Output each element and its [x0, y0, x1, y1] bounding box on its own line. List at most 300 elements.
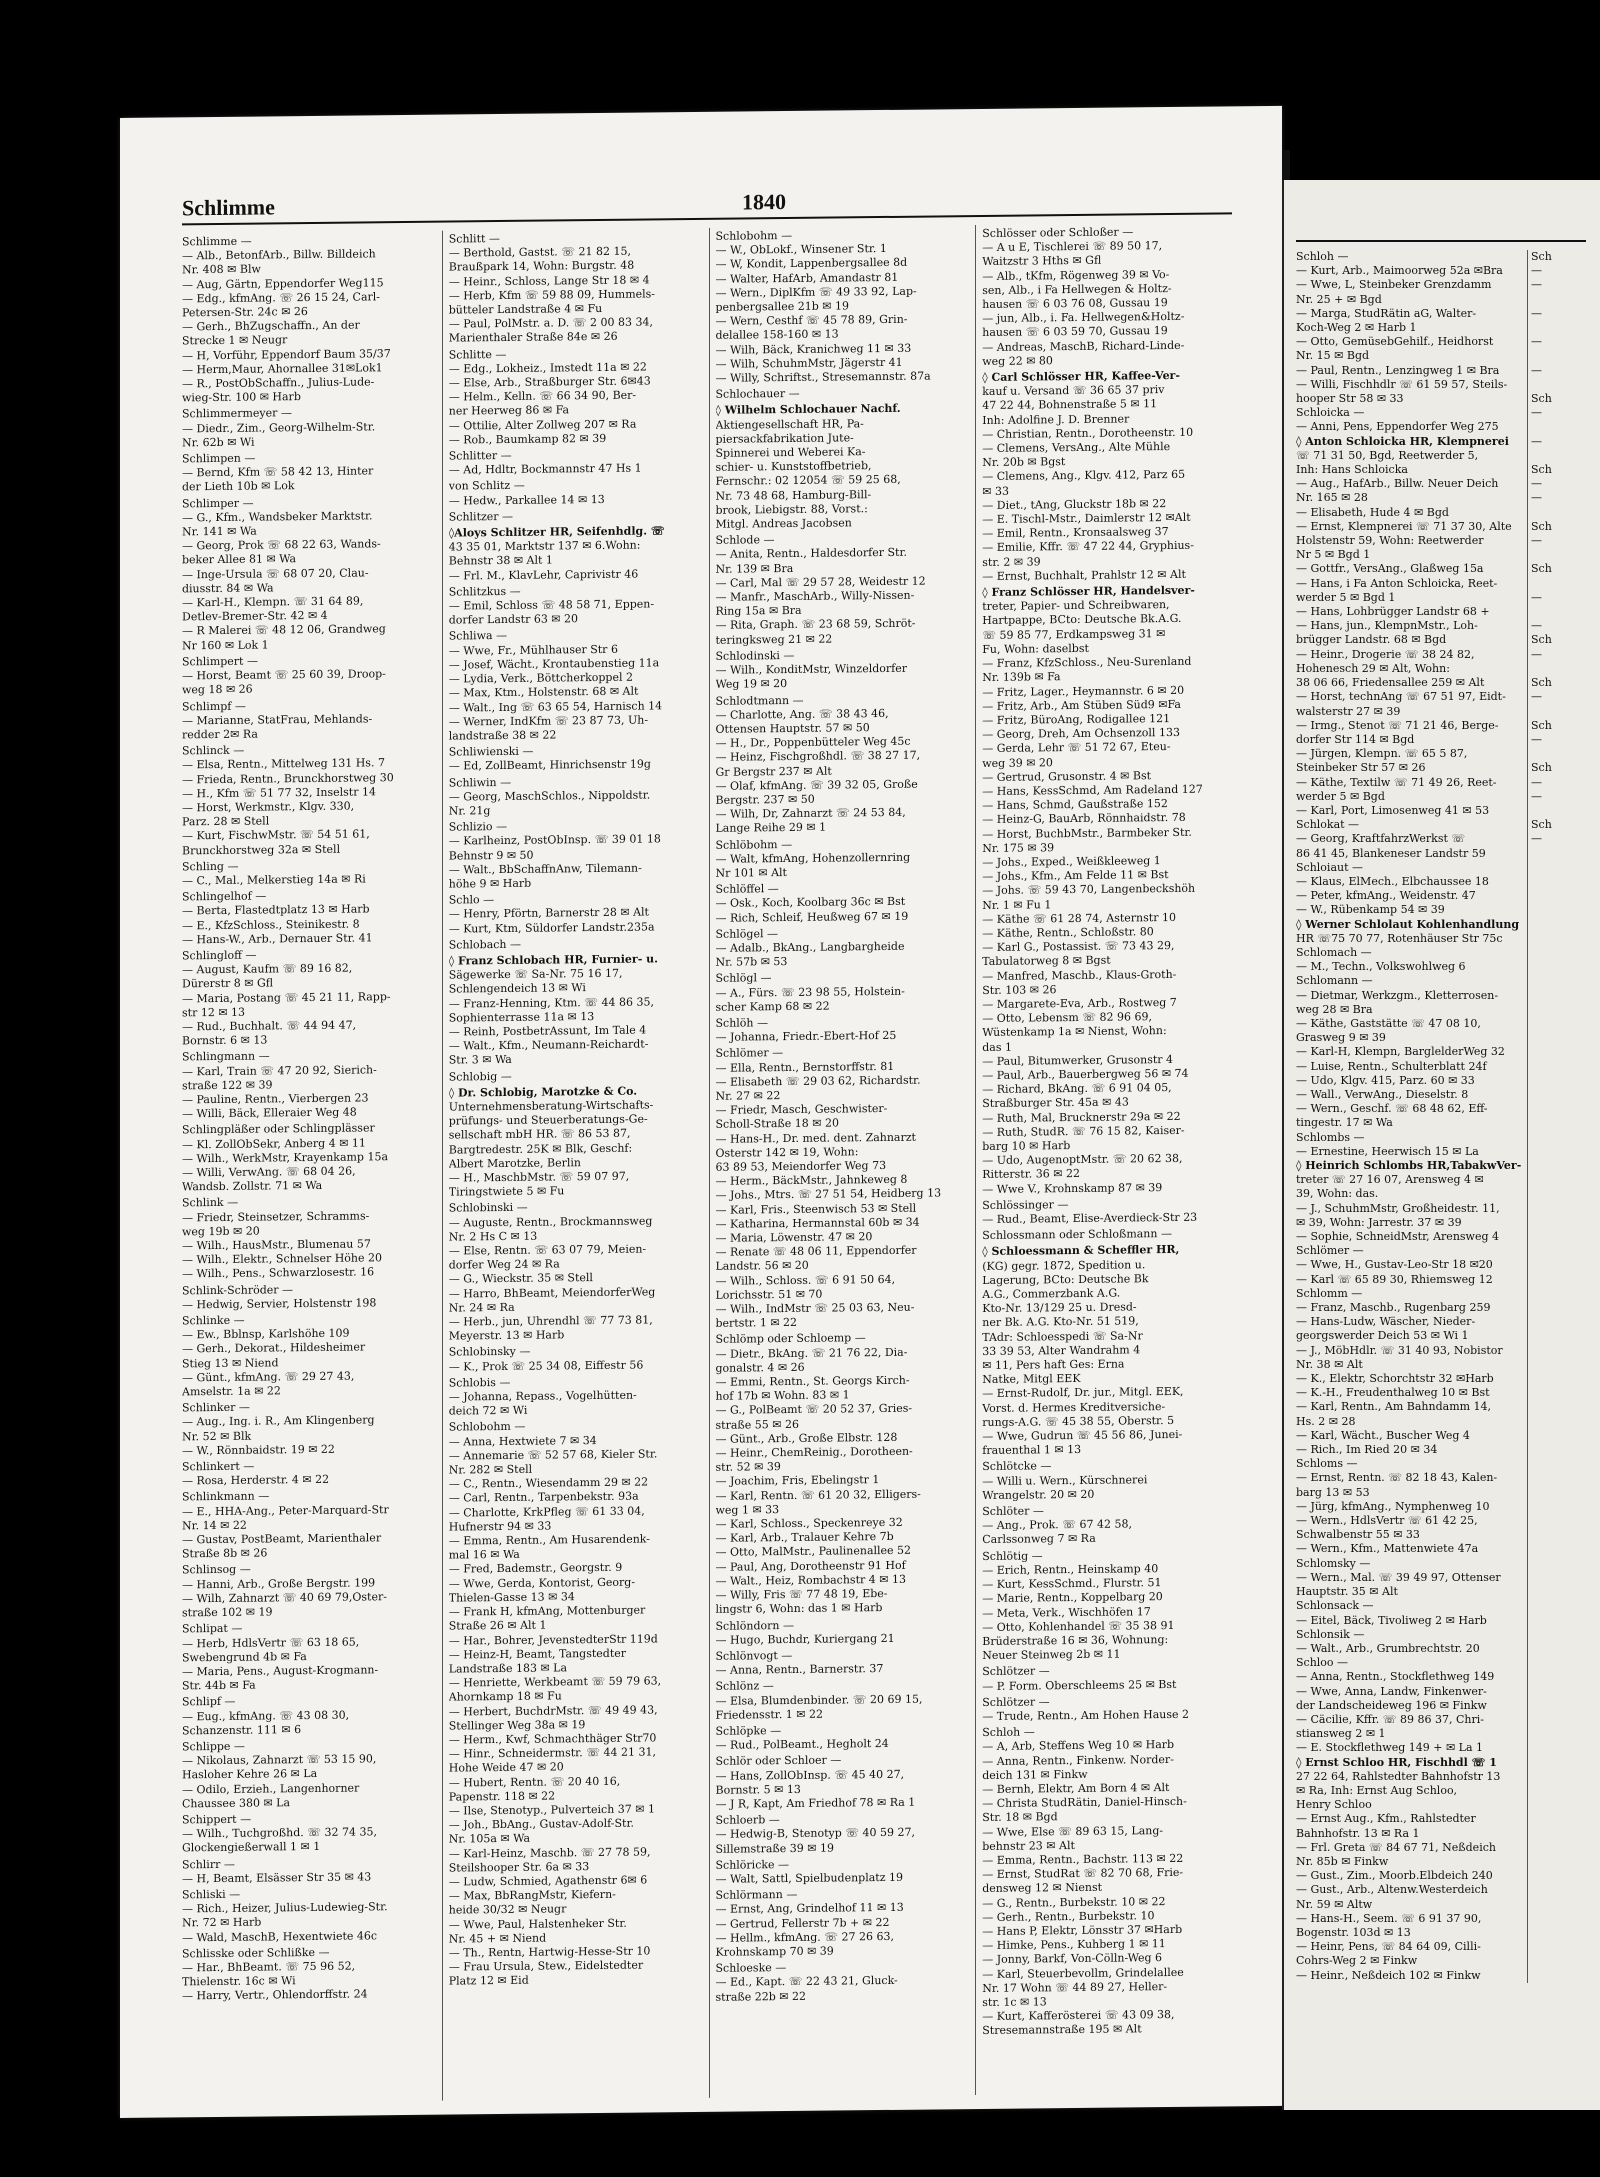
directory-entry: deich 131 ✉ Finkw — [982, 1767, 1088, 1782]
facing-page-entry: ◊ Werner Schlolaut Kohlenhandlung — [1296, 917, 1520, 931]
directory-entry: 43 35 01, Marktstr 137 ✉ 6.Wohn: — [448, 538, 641, 554]
directory-entry: Landstr. 56 ✉ 20 — [715, 1259, 809, 1274]
directory-entry: Schlippe — — [182, 1739, 245, 1754]
facing-page-entry: — — [1531, 619, 1542, 633]
directory-entry: höhe 9 ✉ Harb — [448, 876, 532, 891]
directory-entry: — C., Rentn., Wiesendamm 29 ✉ 22 — [448, 1475, 649, 1491]
directory-entry: — E. Tischl-Mstr., Daimlerstr 12 ✉Alt — [982, 510, 1191, 527]
directory-entry: das 1 — [982, 1040, 1012, 1054]
directory-entry: — Andreas, MaschB, Richard-Linde- — [982, 338, 1185, 354]
directory-entry: — Ella, Rentn., Bernstorffstr. 81 — [715, 1059, 895, 1075]
directory-entry: Glockengießerwall 1 ✉ 1 — [182, 1840, 321, 1855]
directory-entry: Nr. 17 Wohn ☏ 44 89 27, Heller- — [982, 1979, 1168, 1995]
directory-entry: — Horst, Werkmstr., Klgv. 330, — [182, 799, 355, 815]
directory-entry: — Karl-Heinz, Maschb. ☏ 27 78 59, — [448, 1844, 651, 1861]
facing-page-entry: — — [1531, 278, 1542, 292]
facing-page-entry: stiansweg 2 ✉ 1 — [1296, 1727, 1386, 1741]
directory-entry: Schlingmann — — [182, 1049, 270, 1064]
directory-entry: heide 30/32 ✉ Neugr — [448, 1902, 567, 1917]
facing-page-entry: — Marga, StudRätin aG, Walter- — [1296, 306, 1477, 320]
facing-page-entry: Schlomann — — [1296, 974, 1373, 988]
directory-entry: — R., PostObSchaffn., Julius-Lude- — [182, 375, 375, 391]
facing-page-entry: HR ☏75 70 77, Rotenhäuser Str 75c — [1296, 931, 1503, 945]
directory-entry: — Willi u. Wern., Kürschnerei — [982, 1472, 1148, 1488]
directory-entry: — Fritz, Arb., Am Stüben Süd9 ✉Fa — [982, 697, 1181, 713]
directory-entry: — H., Kfm ☏ 51 77 32, Inselstr 14 — [182, 785, 376, 801]
facing-page-entry: ◊ Ernst Schloo HR, Fischhdl ☏ 1 — [1296, 1755, 1497, 1769]
directory-entry: Schloeske — — [715, 1961, 787, 1975]
directory-entry: Schliwienski — — [448, 744, 534, 759]
directory-entry: ◊Aloys Schlitzer HR, Seifenhdlg. ☏ — [448, 524, 665, 540]
facing-page-entry: — Kurt, Arb., Maimoorweg 52a ✉Bra — [1296, 264, 1503, 278]
directory-entry: — Max, Ktm., Holstenstr. 68 ✉ Alt — [448, 684, 639, 700]
directory-entry: — Hans P, Elektr, Lönsstr 37 ✉Harb — [982, 1922, 1183, 1938]
facing-page-entry: — Horst, technAng ☏ 67 51 97, Eidt- — [1296, 690, 1506, 704]
directory-entry: gonalstr. 4 ✉ 26 — [715, 1360, 805, 1375]
directory-entry: Schippert — — [182, 1812, 252, 1827]
directory-entry: — Lydia, Verk., Böttcherkoppel 2 — [448, 670, 633, 686]
column-2 — [449, 228, 710, 2101]
directory-entry: — Gerh., Rentn., Burbekstr. 10 — [982, 1908, 1155, 1924]
directory-entry: — Alb., BetonfArb., Billw. Billdeich — [182, 247, 376, 263]
facing-page-entry: — — [1531, 647, 1542, 661]
directory-entry: weg 1 ✉ 33 — [715, 1502, 780, 1517]
directory-entry: — Elsa, Rentn., Mittelweg 131 Hs. 7 — [182, 756, 385, 772]
directory-entry: 33 39 53, Alter Wandrahm 4 — [982, 1343, 1141, 1358]
facing-page-entry: Sch — [1531, 463, 1552, 477]
directory-entry: Str. 44b ✉ Fa — [182, 1678, 256, 1693]
directory-entry: ◊ Wilhelm Schlochauer Nachf. — [715, 402, 901, 418]
directory-entry: — Johs., Kfm., Am Felde 11 ✉ Bst — [982, 868, 1169, 884]
directory-entry: der Lieth 10b ✉ Lok — [182, 479, 295, 494]
directory-entry: Schlöffel — — [715, 882, 779, 896]
directory-entry: — Kurt, Kafferösterei ☏ 43 09 38, — [982, 2008, 1175, 2024]
facing-page-entry: Sch — [1531, 519, 1552, 533]
directory-entry: — Hans, ZollObInsp. ☏ 45 40 27, — [715, 1767, 905, 1783]
directory-entry: — Rud., Buchhalt. ☏ 44 94 47, — [182, 1018, 357, 1034]
directory-entry: — Otto, MalMstr., Paulinenallee 52 — [715, 1544, 912, 1560]
facing-page-entry: ◊ Heinrich Schlombs HR,TabakwVer- — [1296, 1159, 1521, 1172]
directory-entry: Nr. 141 ✉ Wa — [182, 524, 257, 539]
facing-page-entry: — Eitel, Bäck, Tivoliweg 2 ✉ Harb — [1296, 1613, 1487, 1627]
facing-page-entry: Schlonsack — — [1296, 1599, 1374, 1613]
facing-page-entry: Nr. 15 ✉ Bgd — [1296, 349, 1370, 363]
directory-entry: ✉ 33 — [982, 484, 1009, 498]
directory-entry: Tiringstwiete 5 ✉ Fu — [448, 1184, 565, 1199]
directory-entry: Straße 8b ✉ 26 — [182, 1546, 268, 1561]
facing-page-entry: 39, Wohn: das. — [1296, 1187, 1379, 1201]
directory-entry: straße 22b ✉ 22 — [715, 1989, 806, 2004]
directory-entry: Schliski — — [182, 1887, 241, 1902]
directory-entry: — Willy, Fris ☏ 77 48 19, Ebe- — [715, 1587, 888, 1602]
directory-entry: Schlinkert — — [182, 1459, 255, 1474]
directory-entry: Schlörmann — — [715, 1888, 798, 1902]
directory-entry: Thielen-Gasse 13 ✉ 34 — [448, 1590, 575, 1605]
facing-page-entry — [1531, 506, 1591, 520]
facing-page-entry: — — [1531, 363, 1542, 377]
facing-page-entry: ✉ Ra, Inh: Ernst Aug Schloo, — [1296, 1783, 1458, 1797]
facing-page-entry — [1531, 605, 1591, 619]
facing-page-entry: — Udo, Klgv. 415, Parz. 60 ✉ 33 — [1296, 1073, 1475, 1087]
directory-entry: — Karl, Fris., Steenwisch 53 ✉ Stell — [715, 1201, 917, 1217]
directory-entry: Schlitzer — — [448, 509, 514, 524]
directory-entry: Nr. 57b ✉ 53 — [715, 955, 788, 969]
facing-page-entry: — — [1531, 590, 1542, 604]
directory-entry: — Walt., Heiz, Rombachstr 4 ✉ 13 — [715, 1572, 906, 1588]
directory-entry: — Emilie, Kffr. ☏ 47 22 44, Gryphius- — [982, 539, 1194, 555]
directory-entry: — Johanna, Repass., Vogelhütten- — [448, 1388, 637, 1404]
directory-entry: — Joachim, Fris, Ebelingstr 1 — [715, 1473, 880, 1489]
directory-entry: — Franz-Henning, Ktm. ☏ 44 86 35, — [448, 994, 654, 1011]
directory-columns — [182, 222, 1242, 2103]
directory-entry: — Aug., Ing. i. R., Am Klingenberg — [182, 1413, 375, 1429]
directory-entry: — Ernst, Buchhalt, Prahlstr 12 ✉ Alt — [982, 567, 1186, 583]
directory-entry: ◊ Franz Schlösser HR, Handelsver- — [982, 583, 1195, 600]
facing-page-entry: Schlombs — — [1296, 1130, 1365, 1144]
directory-entry: — Diedr., Zim., Georg-Wilhelm-Str. — [182, 419, 376, 435]
facing-page-entry: — Dietmar, Werkzgm., Kletterrosen- — [1296, 988, 1499, 1002]
directory-entry: Schlömer — — [715, 1046, 784, 1061]
directory-entry: — Marie, Rentn., Koppelbarg 20 — [982, 1590, 1163, 1606]
directory-entry: Wüstenkamp 1a ✉ Nienst, Wohn: — [982, 1024, 1167, 1040]
directory-entry: — Wilh., IndMstr ☏ 25 03 63, Neu- — [715, 1300, 915, 1316]
directory-entry: Strecke 1 ✉ Neugr — [182, 333, 288, 348]
directory-entry: — Wilh., Elektr., Schnelser Höhe 20 — [182, 1251, 383, 1267]
facing-page-entry: — Peter, kfmAng., Weidenstr. 47 — [1296, 889, 1476, 903]
directory-entry: Sägewerke ☏ Sa-Nr. 75 16 17, — [448, 966, 623, 982]
directory-entry: — Johanna, Friedr.-Ebert-Hof 25 — [715, 1029, 897, 1044]
directory-entry: — Willi, VerwAng. ☏ 68 04 26, — [182, 1164, 356, 1180]
directory-entry: — Elsa, Blumdenbinder. ☏ 20 69 15, — [715, 1692, 923, 1708]
directory-entry: Sillemstraße 39 ✉ 19 — [715, 1841, 834, 1856]
facing-page-entry: Cohrs-Weg 2 ✉ Finkw — [1296, 1954, 1418, 1968]
facing-page-entry: Sch — [1531, 676, 1552, 690]
directory-entry: — Maria, Postang ☏ 45 21 11, Rapp- — [182, 989, 391, 1005]
directory-entry: — Wald, MaschB, Hexentwiete 46c — [182, 1928, 378, 1944]
facing-page-entry: — Anna, Rentn., Stockflethweg 149 — [1296, 1670, 1495, 1684]
directory-entry: — Hellm., kfmAng. ☏ 27 26 63, — [715, 1929, 895, 1945]
directory-entry: — Reinh, PostbetrAssunt, Im Tale 4 — [448, 1023, 647, 1039]
directory-entry: Lagerung, BCto: Deutsche Bk — [982, 1272, 1149, 1287]
facing-page-entry: — — [1531, 306, 1542, 320]
directory-entry: Bornstr. 5 ✉ 13 — [715, 1782, 801, 1797]
facing-page-entry: Schlonsik — — [1296, 1627, 1365, 1641]
directory-entry: Bergstr. 237 ✉ 50 — [715, 792, 815, 807]
directory-entry: — H., MaschbMstr. ☏ 59 07 97, — [448, 1169, 630, 1185]
directory-entry: — Clemens, Ang., Klgv. 412, Parz 65 — [982, 468, 1186, 484]
directory-entry: — Paul, Bitumwerker, Grusonstr 4 — [982, 1052, 1174, 1068]
directory-entry: — Gerda, Lehr ☏ 51 72 67, Eteu- — [982, 740, 1171, 756]
directory-entry: — Fritz, Lager., Heymannstr. 6 ✉ 20 — [982, 683, 1185, 699]
directory-entry: Carlssonweg 7 ✉ Ra — [982, 1532, 1096, 1547]
facing-page-entry: — Jürgen, Klempn. ☏ 65 5 87, — [1296, 747, 1468, 761]
facing-page-entry: Koch-Weg 2 ✉ Harb 1 — [1296, 321, 1417, 335]
directory-entry: — Walt, Sattl, Spielbudenplatz 19 — [715, 1870, 903, 1886]
directory-entry: Swebengrund 4b ✉ Fa — [182, 1649, 307, 1665]
directory-entry: ner Bk. A.G. Kto-Nr. 51 519, — [982, 1314, 1139, 1330]
directory-entry: — Anna, Rentn., Finkenw. Norder- — [982, 1752, 1174, 1768]
directory-entry: — Hanni, Arb., Große Bergstr. 199 — [182, 1576, 376, 1592]
directory-entry: Schlimme — — [182, 234, 252, 249]
directory-entry: weg 18 ✉ 26 — [182, 682, 253, 697]
facing-page-entry: ✉ 39, Wohn: Jarrestr. 37 ✉ 39 — [1296, 1215, 1462, 1229]
directory-entry: Schlinkmann — — [182, 1489, 270, 1504]
facing-page-entry: walsterstr 27 ✉ 39 — [1296, 704, 1401, 718]
directory-entry: Behnstr 9 ✉ 50 — [448, 848, 534, 863]
directory-entry: schier- u. Kunststoffbetrieb, — [715, 459, 872, 475]
facing-page-entry: — — [1531, 477, 1542, 491]
directory-entry: Schlötzer — — [982, 1694, 1050, 1709]
directory-entry: — A u E, Tischlerei ☏ 89 50 17, — [982, 239, 1163, 255]
directory-entry: Schlötig — — [982, 1549, 1043, 1563]
directory-entry: — Carl, Mal ☏ 29 57 28, Weidestr 12 — [715, 574, 926, 590]
facing-page-entry: werder 5 ✉ Bgd 1 — [1296, 590, 1396, 604]
directory-entry: — Har., BhBeamt. ☏ 75 96 52, — [182, 1959, 356, 1975]
directory-entry: ✉ 11, Pers haft Ges: Erna — [982, 1357, 1125, 1373]
directory-entry: Schlobinsky — — [448, 1345, 531, 1359]
directory-entry: Schlinke — — [182, 1313, 245, 1328]
directory-entry: Schling — — [182, 859, 239, 874]
directory-entry: — Else, Rentn. ☏ 63 07 79, Meien- — [448, 1242, 647, 1258]
directory-entry: treter, Papier- und Schreibwaren, — [982, 598, 1170, 614]
directory-entry: — Johs. ☏ 59 43 70, Langenbeckshöh — [982, 882, 1196, 898]
directory-entry: — Wwe, Paul, Halstenheker Str. — [448, 1916, 627, 1932]
facing-page-entry: Sch — [1531, 562, 1552, 576]
directory-entry: Schlobinski — — [448, 1201, 528, 1215]
facing-page-entry: — Hans-H., Seem. ☏ 6 91 37 90, — [1296, 1911, 1482, 1925]
facing-page-entry: Hohenesch 29 ✉ Alt, Wohn: — [1296, 661, 1450, 675]
directory-entry: — Max, BbRangMstr, Kiefern- — [448, 1887, 616, 1903]
directory-entry: — Berthold, Gastst. ☏ 21 82 15, — [448, 244, 631, 260]
directory-entry: — Ernst, StudRat ☏ 82 70 68, Frie- — [982, 1866, 1184, 1882]
facing-page-entry: Hauptstr. 35 ✉ Alt — [1296, 1585, 1398, 1599]
directory-entry: — Rich, Schleif, Heußweg 67 ✉ 19 — [715, 909, 909, 925]
directory-entry: Nr. 24 ✉ Ra — [448, 1300, 515, 1315]
directory-entry: Nr. 1 ✉ Fu 1 — [982, 897, 1052, 912]
directory-entry: — Ruth, Mal, Brucknerstr 29a ✉ 22 — [982, 1109, 1181, 1125]
directory-entry: — Anna, Rentn., Barnerstr. 37 — [715, 1662, 884, 1677]
directory-entry: Schlössinger — — [982, 1197, 1069, 1212]
facing-page-entry: — Luise, Rentn., Schulterblatt 24f — [1296, 1059, 1487, 1073]
facing-page-entry: Sch — [1531, 818, 1552, 832]
directory-entry: Marienthaler Straße 84e ✉ 26 — [448, 330, 618, 345]
facing-page-entry: Holstenstr 59, Wohn: Reetwerder — [1296, 534, 1484, 548]
directory-entry: Neuer Steinweg 2b ✉ 11 — [982, 1647, 1121, 1663]
facing-page-entry: Schlokat — — [1296, 818, 1360, 832]
directory-entry: — H, Vorführ, Eppendorf Baum 35/37 — [182, 346, 391, 362]
directory-entry: — A, Arb, Steffens Weg 10 ✉ Harb — [982, 1738, 1175, 1754]
directory-entry: Schlömp oder Schloemp — — [715, 1331, 866, 1347]
directory-entry: — Heinr., Schloss, Lange Str 18 ✉ 4 — [448, 273, 650, 289]
directory-entry: str 12 ✉ 13 — [182, 1005, 246, 1020]
directory-entry: — Gertrud, Grusonstr. 4 ✉ Bst — [982, 768, 1152, 784]
directory-entry: — Otto, Lebensm ☏ 82 96 69, — [982, 1010, 1152, 1026]
directory-entry: Schlöricke — — [715, 1857, 790, 1872]
facing-page-entry: — Ernst Aug., Kfm., Rahlstedter — [1296, 1812, 1476, 1826]
directory-entry: mal 16 ✉ Wa — [448, 1548, 520, 1562]
facing-page-entry: Schwalbenstr 55 ✉ 33 — [1296, 1528, 1420, 1542]
directory-entry: Stellinger Weg 38a ✉ 19 — [448, 1717, 586, 1733]
facing-page-entry: Bogenstr. 103d ✉ 13 — [1296, 1925, 1411, 1939]
directory-entry: landstraße 38 ✉ 22 — [448, 728, 557, 743]
directory-entry: Schlönz — — [715, 1679, 774, 1694]
directory-entry: — Frau Ursula, Stew., Eidelstedter — [448, 1958, 644, 1974]
directory-entry: — August, Kaufm ☏ 89 16 82, — [182, 961, 353, 977]
directory-entry: (KG) gegr. 1872, Spedition u. — [982, 1257, 1146, 1273]
directory-entry: — Herbert, BuchdrMstr. ☏ 49 49 43, — [448, 1702, 658, 1719]
facing-page-entry: Schlömer — — [1296, 1244, 1364, 1258]
directory-entry: Bornstr. 6 ✉ 13 — [182, 1033, 268, 1048]
directory-entry: — Wilh., KonditMstr, Winzeldorfer — [715, 661, 908, 677]
facing-page-entry: 86 41 45, Blankeneser Landstr 59 — [1296, 846, 1486, 860]
facing-page-header — [1296, 220, 1586, 242]
facing-page-entry: Steinbeker Str 57 ✉ 26 — [1296, 761, 1426, 775]
directory-entry: — Wilh., Tuchgroßhd. ☏ 32 74 35, — [182, 1825, 378, 1841]
directory-entry: Schlink-Schröder — — [182, 1282, 294, 1297]
directory-entry: — Emmi, Rentn., St. Georgs Kirch- — [715, 1373, 910, 1389]
directory-entry: Nr. 408 ✉ Blw — [182, 262, 261, 277]
facing-page-entry: — Frl. Greta ☏ 84 67 71, Neßdeich — [1296, 1840, 1496, 1854]
directory-entry: Nr. 2 Hs C ✉ 13 — [448, 1229, 538, 1244]
directory-entry: — E., KfzSchloss., Steinikestr. 8 — [182, 917, 360, 932]
facing-page-entry: Nr. 38 ✉ Alt — [1296, 1357, 1363, 1371]
directory-entry: Schlodinski — — [715, 648, 795, 663]
directory-entry: Braußpark 14, Wohn: Burgstr. 48 — [448, 259, 635, 274]
directory-entry: — A., Fürs. ☏ 23 98 55, Holstein- — [715, 984, 905, 1000]
directory-entry: 63 89 53, Meiendorfer Weg 73 — [715, 1158, 887, 1174]
directory-entry: prüfungs- und Steuerberatungs-Ge- — [448, 1112, 648, 1128]
directory-entry: — Wwe V., Krohnskamp 87 ✉ 39 — [982, 1180, 1163, 1196]
directory-entry: — Himke, Pens., Kuhberg 1 ✉ 11 — [982, 1937, 1166, 1953]
directory-entry: Waitzstr 3 Hths ✉ Gfl — [982, 254, 1102, 269]
directory-entry: — Annemarie ☏ 52 57 68, Kieler Str. — [448, 1447, 658, 1463]
directory-entry: Nr. 52 ✉ Blk — [182, 1429, 252, 1444]
directory-entry: Papenstr. 118 ✉ 22 — [448, 1789, 556, 1804]
directory-entry: Parz. 28 ✉ Stell — [182, 814, 270, 829]
directory-entry: — Ernst-Rudolf, Dr. jur., Mitgl. EEK, — [982, 1385, 1184, 1401]
directory-entry: — Käthe ☏ 61 28 74, Asternstr 10 — [982, 910, 1176, 926]
directory-entry: — Rita, Graph. ☏ 23 68 59, Schröt- — [715, 617, 916, 633]
directory-entry: Schlode — — [715, 533, 775, 548]
directory-entry: Nr 160 ✉ Lok 1 — [182, 638, 269, 653]
directory-entry: Platz 12 ✉ Eid — [448, 1974, 529, 1988]
directory-entry: — Manfred, Maschb., Klaus-Groth- — [982, 967, 1177, 983]
facing-page-entry — [1531, 804, 1591, 818]
directory-entry: — Kurt, Ktm, Süldorfer Landstr.235a — [448, 919, 655, 936]
directory-entry: Kto-Nr. 13/129 25 u. Dresd- — [982, 1300, 1137, 1316]
directory-entry: — Herm,Maur, Ahornallee 31✉Lok1 — [182, 361, 383, 377]
directory-entry: — Kl. ZollObSekr, Anberg 4 ✉ 11 — [182, 1136, 366, 1151]
facing-page-entry: — Georg, KraftfahrzWerkst ☏ — [1296, 832, 1466, 846]
directory-entry: Nr. 45 + ✉ Niend — [448, 1931, 547, 1946]
directory-entry: — Inge-Ursula ☏ 68 07 20, Clau- — [182, 566, 369, 582]
facing-page-entry: Schlomm — — [1296, 1286, 1363, 1300]
directory-entry: Krohnskamp 70 ✉ 39 — [715, 1944, 834, 1959]
directory-entry: bütteler Landstraße 4 ✉ Fu — [448, 301, 603, 317]
directory-entry: — Dietr., BkAng. ☏ 21 76 22, Dia- — [715, 1345, 908, 1361]
directory-entry: Nr. 139b ✉ Fa — [982, 670, 1061, 685]
directory-entry: — Johs., Exped., Weißkleeweg 1 — [982, 854, 1161, 869]
directory-entry: Detlev-Bremer-Str. 42 ✉ 4 — [182, 609, 328, 624]
facing-page-entry: — Walt., Arb., Grumbrechtstr. 20 — [1296, 1641, 1480, 1655]
directory-entry: Ahornkamp 18 ✉ Fu — [448, 1689, 562, 1704]
facing-page-entry: Sch — [1531, 761, 1552, 775]
facing-page-entry: — Klaus, ElMech., Elbchaussee 18 — [1296, 874, 1489, 888]
directory-entry: Schlizio — — [448, 820, 507, 834]
directory-entry: — Else, Arb., Straßburger Str. 6✉43 — [448, 374, 651, 390]
directory-entry: Wandsb. Zollstr. 71 ✉ Wa — [182, 1179, 323, 1194]
directory-entry: — W., ObLokf., Winsener Str. 1 — [715, 242, 887, 257]
facing-page-entry: — — [1531, 491, 1542, 505]
directory-entry: Schlobach — — [448, 937, 522, 952]
directory-entry: Ritterstr. 36 ✉ 22 — [982, 1167, 1080, 1182]
directory-entry: Natke, Mitgl EEK — [982, 1372, 1081, 1387]
directory-entry: — Odilo, Erzieh., Langenhorner — [182, 1781, 360, 1796]
directory-entry: — Maria, Löwenstr. 47 ✉ 20 — [715, 1230, 873, 1245]
directory-entry: — Ernst, Ang, Grindelhof 11 ✉ 13 — [715, 1901, 904, 1917]
directory-entry: Stieg 13 ✉ Niend — [182, 1355, 279, 1370]
directory-entry: — Hans-H., Dr. med. dent. Zahnarzt — [715, 1130, 916, 1146]
directory-entry: — Adalb., BkAng., Langbargheide — [715, 939, 905, 955]
directory-entry: Fernschr.: 02 12054 ☏ 59 25 68, — [715, 473, 901, 489]
directory-entry: — Paul, Arb., Bauerbergweg 56 ✉ 74 — [982, 1066, 1189, 1082]
directory-entry: teringksweg 21 ✉ 22 — [715, 632, 833, 647]
facing-page-entry: — Wall., VerwAng., Dieselstr. 8 — [1296, 1087, 1469, 1101]
directory-entry: 47 22 44, Bohnenstraße 5 ✉ 11 — [982, 397, 1158, 413]
directory-entry: TAdr: Schloesspedi ☏ Sa-Nr — [982, 1328, 1143, 1344]
facing-page-entry: Nr. 165 ✉ 28 — [1296, 491, 1368, 505]
directory-entry: Schlöbohm — — [715, 837, 793, 852]
directory-entry: — G., Kfm., Wandsbeker Marktstr. — [182, 509, 373, 525]
directory-entry: Schlipat — — [182, 1622, 243, 1636]
directory-page — [120, 106, 1282, 2118]
facing-page-entry: Schloicka — — [1296, 406, 1365, 420]
directory-entry: — Willy, Schriftst., Stresemannstr. 87a — [715, 369, 931, 385]
facing-page-entry — [1531, 705, 1591, 719]
directory-entry: — Paul, PolMstr. a. D. ☏ 2 00 83 34, — [448, 315, 653, 331]
directory-entry: Sophienterrasse 11a ✉ 13 — [448, 1009, 595, 1025]
directory-entry: — Charlotte, KrkPfleg ☏ 61 33 04, — [448, 1504, 645, 1520]
directory-entry: — Henry, Pförtn, Barnerstr 28 ✉ Alt — [448, 905, 649, 921]
directory-entry: dorfer Weg 24 ✉ Ra — [448, 1257, 560, 1272]
directory-entry: — Herb, Kfm ☏ 59 88 09, Hummels- — [448, 287, 656, 303]
directory-entry: Schlötzer — — [982, 1664, 1050, 1679]
directory-entry: — Osk., Koch, Koolbarg 36c ✉ Bst — [715, 895, 906, 911]
directory-entry: sellschaft mbH HR. ☏ 86 53 87, — [448, 1127, 631, 1142]
directory-entry: — Elisabeth ☏ 29 03 62, Richardstr. — [715, 1073, 921, 1089]
directory-entry: Nr 101 ✉ Alt — [715, 865, 787, 880]
directory-entry: — Heinz-G, BauArb, Rönnhaidstr. 78 — [982, 811, 1186, 827]
facing-page-entry: ☏ 71 31 50, Bgd, Reetwerder 5, — [1296, 448, 1479, 462]
directory-entry: — Frank H, kfmAng, Mottenburger — [448, 1603, 646, 1619]
directory-entry: — Ed, ZollBeamt, Hinrichsenstr 19g — [448, 757, 651, 773]
directory-entry: redder 2✉ Ra — [182, 727, 258, 742]
facing-page-entry: Schloms — — [1296, 1457, 1358, 1471]
directory-entry: deich 72 ✉ Wi — [448, 1403, 528, 1418]
facing-page-entry: — — [1531, 434, 1542, 448]
facing-page-entry: — Heinr, Pens, ☏ 84 64 09, Cilli- — [1296, 1940, 1481, 1954]
directory-entry: diusstr. 84 ✉ Wa — [182, 581, 274, 596]
directory-entry: Schlobis — — [448, 1375, 511, 1390]
directory-entry: — Willi, Bäck, Elleraier Weg 48 — [182, 1105, 357, 1121]
facing-page-entry: hooper Str 58 ✉ 33 — [1296, 392, 1404, 406]
facing-page-entry — [1531, 293, 1591, 307]
directory-entry: Schlingelhof — — [182, 889, 267, 904]
directory-entry: Schanzenstr. 111 ✉ 6 — [182, 1722, 302, 1738]
directory-entry: scher Kamp 68 ✉ 22 — [715, 999, 830, 1014]
directory-entry: — Käthe, Rentn., Schloßstr. 80 — [982, 925, 1154, 940]
directory-entry: behnstr 23 ✉ Alt — [982, 1838, 1075, 1853]
